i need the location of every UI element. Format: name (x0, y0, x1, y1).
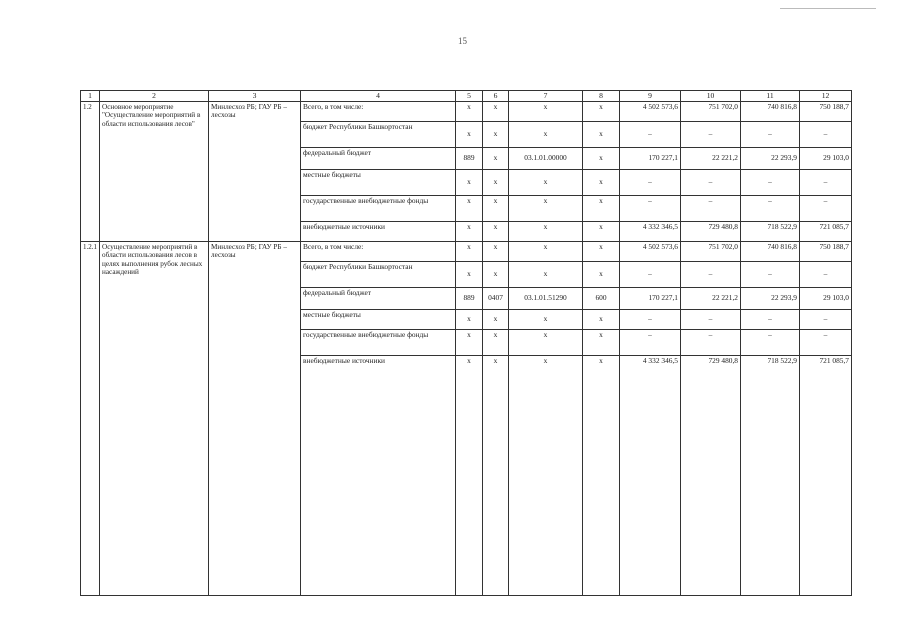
header-cell: 6 (483, 91, 509, 102)
table-cell: – (681, 310, 741, 330)
table-cell: x (456, 356, 483, 596)
table-cell: x (583, 122, 620, 148)
measure-code: 1.2.1 (81, 242, 100, 596)
table-cell: – (741, 310, 800, 330)
table-cell: 22 293,9 (741, 148, 800, 170)
table-cell: – (741, 170, 800, 196)
measure-code: 1.2 (81, 102, 100, 242)
table-cell: 740 816,8 (741, 102, 800, 122)
table-cell: 03.1.01.51290 (509, 288, 583, 310)
table-cell: x (509, 310, 583, 330)
table-cell: x (483, 196, 509, 222)
header-cell: 11 (741, 91, 800, 102)
table-cell: 740 816,8 (741, 242, 800, 262)
header-cell: 2 (100, 91, 209, 102)
table-cell: – (741, 262, 800, 288)
page-number: 15 (458, 36, 467, 46)
table-cell: – (800, 330, 852, 356)
table-cell: – (681, 196, 741, 222)
executor: Минлесхоз РБ; ГАУ РБ – лесхозы (209, 242, 301, 596)
table-cell: 170 227,1 (620, 288, 681, 310)
scan-artifact-line (780, 8, 876, 9)
table-cell: – (681, 262, 741, 288)
header-cell: 12 (800, 91, 852, 102)
table-cell: x (583, 102, 620, 122)
funding-source: бюджет Республики Башкортостан (301, 122, 456, 148)
table-cell: x (483, 310, 509, 330)
header-cell: 1 (81, 91, 100, 102)
table-cell: x (583, 170, 620, 196)
table-cell: x (483, 102, 509, 122)
measure-name: Основное мероприятие "Осуществление мероприятий в области использования лесов" (100, 102, 209, 242)
table-cell: 29 103,0 (800, 148, 852, 170)
table-cell: x (509, 170, 583, 196)
header-cell: 8 (583, 91, 620, 102)
funding-source: местные бюджеты (301, 170, 456, 196)
table-cell: 22 221,2 (681, 148, 741, 170)
header-cell: 7 (509, 91, 583, 102)
table-cell: x (483, 170, 509, 196)
table-cell: x (583, 196, 620, 222)
funding-source: федеральный бюджет (301, 288, 456, 310)
table-cell: x (583, 330, 620, 356)
table-row (81, 242, 852, 262)
table-cell: – (681, 122, 741, 148)
table-cell: x (583, 222, 620, 242)
measure-name: Осуществление мероприятий в области использования лесов в целях выполнения рубок лесных насаждений (100, 242, 209, 596)
table-cell: 718 522,9 (741, 356, 800, 596)
table-cell: x (583, 310, 620, 330)
funding-source: внебюджетные источники (301, 356, 456, 596)
table-cell: x (583, 148, 620, 170)
table-cell: – (620, 122, 681, 148)
table-cell: – (681, 170, 741, 196)
funding-source: Всего, в том числе: (301, 102, 456, 122)
table-cell: – (800, 122, 852, 148)
table-cell: x (509, 262, 583, 288)
table-cell: x (456, 330, 483, 356)
table-cell: x (456, 102, 483, 122)
table-cell: x (456, 170, 483, 196)
table-cell: 750 188,7 (800, 102, 852, 122)
table-cell: x (483, 222, 509, 242)
funding-source: государственные внебюджетные фонды (301, 196, 456, 222)
table-cell: x (509, 196, 583, 222)
table-cell: x (456, 262, 483, 288)
table-cell: 721 085,7 (800, 222, 852, 242)
table-cell: – (620, 330, 681, 356)
table-cell: – (800, 196, 852, 222)
table-cell: x (509, 330, 583, 356)
table-cell: x (583, 356, 620, 596)
table-cell: x (583, 242, 620, 262)
table-cell: x (456, 122, 483, 148)
table-cell: 4 502 573,6 (620, 102, 681, 122)
table-cell: 889 (456, 148, 483, 170)
funding-source: государственные внебюджетные фонды (301, 330, 456, 356)
table-cell: x (456, 196, 483, 222)
funding-source: бюджет Республики Башкортостан (301, 262, 456, 288)
funding-source: внебюджетные источники (301, 222, 456, 242)
table-cell: x (456, 310, 483, 330)
table-cell: – (741, 122, 800, 148)
table-cell: x (483, 242, 509, 262)
table-row (81, 102, 852, 122)
table-cell: – (800, 170, 852, 196)
header-cell: 3 (209, 91, 301, 102)
funding-source: местные бюджеты (301, 310, 456, 330)
table-cell: 751 702,0 (681, 102, 741, 122)
table-cell: x (509, 222, 583, 242)
table-cell: – (741, 330, 800, 356)
table-cell: – (741, 196, 800, 222)
table-cell: x (483, 330, 509, 356)
table-cell: 600 (583, 288, 620, 310)
table-cell: x (509, 242, 583, 262)
budget-table (80, 90, 852, 596)
table-cell: 751 702,0 (681, 242, 741, 262)
table-cell: x (456, 242, 483, 262)
table-cell: 03.1.01.00000 (509, 148, 583, 170)
table-cell: x (483, 262, 509, 288)
funding-source: федеральный бюджет (301, 148, 456, 170)
table-cell: 729 480,8 (681, 222, 741, 242)
executor: Минлесхоз РБ; ГАУ РБ – лесхозы (209, 102, 301, 242)
table-cell: 22 221,2 (681, 288, 741, 310)
table-cell: – (800, 310, 852, 330)
table-cell: – (620, 262, 681, 288)
header-cell: 10 (681, 91, 741, 102)
table-cell: x (583, 262, 620, 288)
table-cell: x (483, 148, 509, 170)
table-cell: x (509, 356, 583, 596)
header-cell: 9 (620, 91, 681, 102)
table-cell: – (800, 262, 852, 288)
table-cell: 729 480,8 (681, 356, 741, 596)
table-cell: 718 522,9 (741, 222, 800, 242)
table-cell: 170 227,1 (620, 148, 681, 170)
table-cell: 29 103,0 (800, 288, 852, 310)
table-cell: 4 502 573,6 (620, 242, 681, 262)
table-cell: – (681, 330, 741, 356)
table-cell: 889 (456, 288, 483, 310)
table-cell: x (509, 122, 583, 148)
table-cell: 4 332 346,5 (620, 356, 681, 596)
table-cell: – (620, 196, 681, 222)
table-cell: – (620, 170, 681, 196)
table-cell: 0407 (483, 288, 509, 310)
table-cell: 721 085,7 (800, 356, 852, 596)
table-cell: x (483, 356, 509, 596)
table-cell: x (509, 102, 583, 122)
table-cell: x (456, 222, 483, 242)
table-cell: – (620, 310, 681, 330)
header-cell: 5 (456, 91, 483, 102)
table-cell: 22 293,9 (741, 288, 800, 310)
table-cell: x (483, 122, 509, 148)
header-row (81, 91, 852, 102)
header-cell: 4 (301, 91, 456, 102)
table-cell: 750 188,7 (800, 242, 852, 262)
table-cell: 4 332 346,5 (620, 222, 681, 242)
funding-source: Всего, в том числе: (301, 242, 456, 262)
